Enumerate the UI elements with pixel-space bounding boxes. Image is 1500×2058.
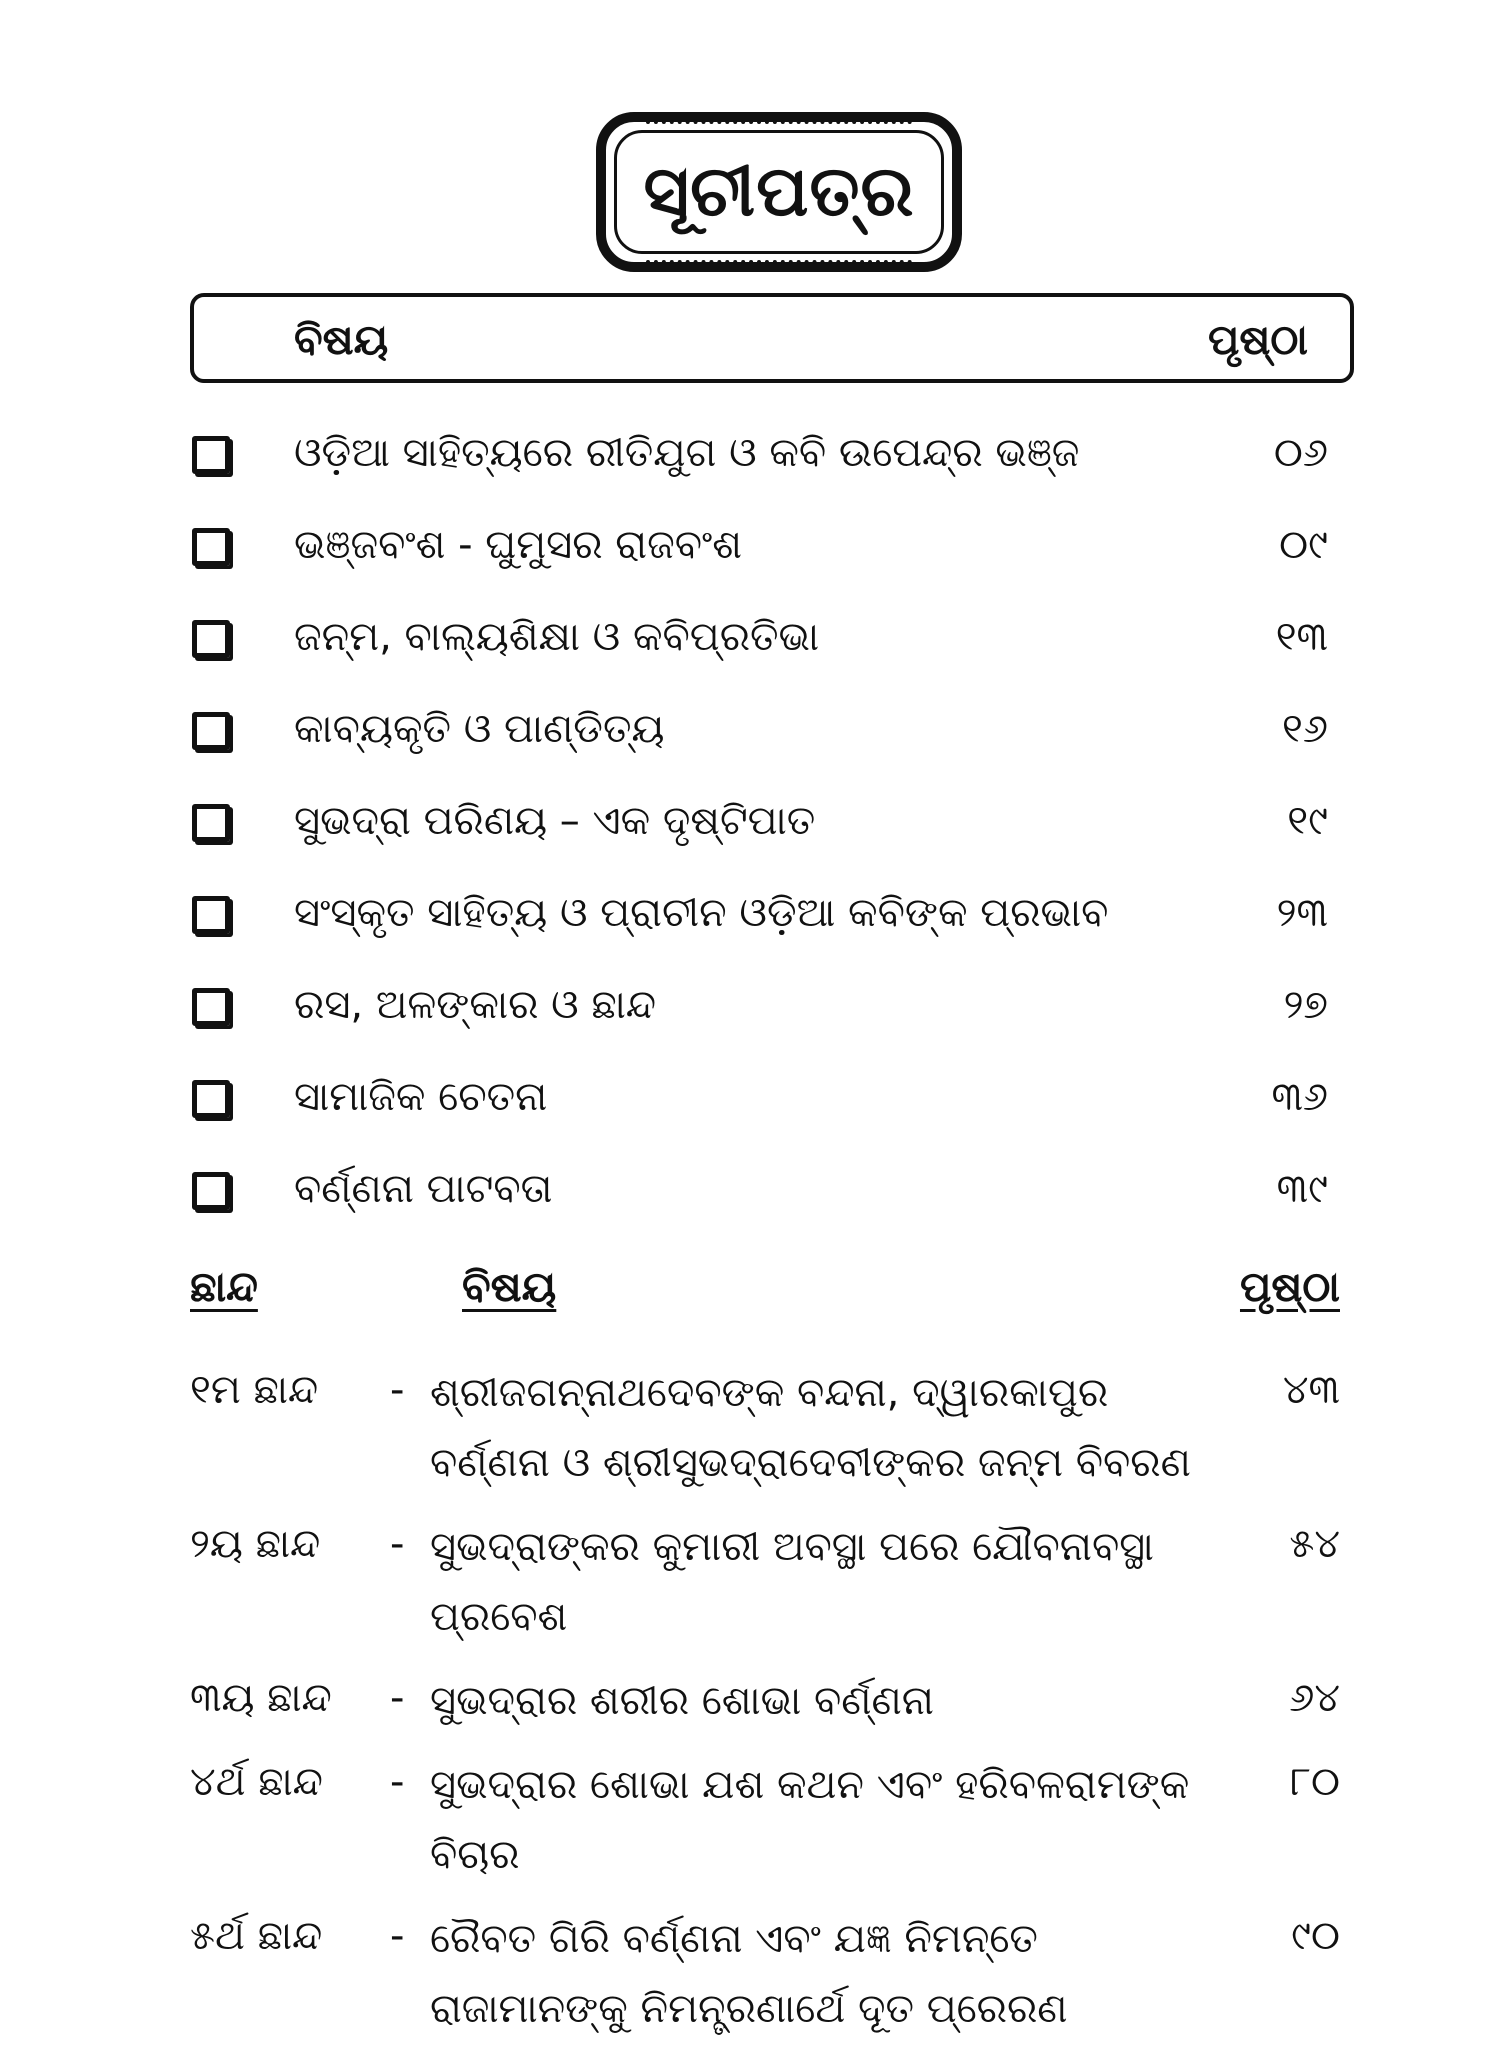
chhanda-dash: - <box>390 1367 405 1413</box>
chhanda-list <box>190 1358 1340 2058</box>
chhanda-description: ରୈବତ ଗିରି ବର୍ଣ୍ଣନା ଏବଂ ଯଜ୍ଞ ନିମନ୍ତେ ରାଜାମାନଙ୍କୁ ନିମନ୍ତ୍ରଣାର୍ଥେ ଦୂତ ପ୍ରେରଣ <box>430 1916 1068 2032</box>
toc-item-page: ୩୬ <box>1271 1074 1328 1120</box>
toc-list <box>190 428 1350 1256</box>
toc-item <box>190 888 1350 980</box>
checkbox-icon <box>192 712 230 750</box>
header-subject: ବିଷୟ <box>294 315 389 364</box>
toc-item <box>190 980 1350 1072</box>
checkbox-icon <box>192 620 230 658</box>
toc-item-label: ସୁଭଦ୍ରା ପରିଣୟ – ଏକ ଦୃଷ୍ଟିପାତ <box>294 798 816 844</box>
chhanda-page: ୯୦ <box>1291 1913 1340 1959</box>
title-plaque <box>596 112 962 272</box>
toc-item-page: ୧୬ <box>1282 706 1328 752</box>
toc-item-label: ଜନ୍ମ, ବାଲ୍ୟଶିକ୍ଷା ଓ କବିପ୍ରତିଭା <box>294 614 820 660</box>
chhanda-description: ସୁଭଦ୍ରାଙ୍କର କୁମାରୀ ଅବସ୍ଥା ପରେ ଯୌବନାବସ୍ଥା ପ୍ରବେଶ <box>430 1524 1154 1640</box>
toc-item-page: ୩୯ <box>1276 1166 1328 1212</box>
toc-item <box>190 704 1350 796</box>
toc-item <box>190 1072 1350 1164</box>
toc-item <box>190 1164 1350 1256</box>
toc-item-page: ୦୬ <box>1273 430 1328 476</box>
checkbox-icon <box>192 804 230 842</box>
title-plaque-dotted-border-bottom <box>646 260 912 264</box>
toc-item <box>190 796 1350 888</box>
chhanda-dash: - <box>390 1521 405 1567</box>
toc-item-label: ରସ, ଅଳଙ୍କାର ଓ ଛାନ୍ଦ <box>294 982 657 1028</box>
toc-item-page: ୧୯ <box>1287 798 1328 844</box>
chhanda-row <box>190 1512 1340 1652</box>
toc-item-page: ୦୯ <box>1279 522 1328 568</box>
checkbox-icon <box>192 1172 230 1210</box>
chhanda-page: ୬୪ <box>1289 1675 1340 1721</box>
toc-item-label: ଓଡ଼ିଆ ସାହିତ୍ୟରେ ରୀତିଯୁଗ ଓ କବି ଉପେନ୍ଦ୍ର ଭଞ୍ଜ <box>294 430 1080 476</box>
chhanda-dash: - <box>390 1913 405 1959</box>
toc-item-page: ୧୩ <box>1275 614 1328 660</box>
chhanda-number: ୫ର୍ଥ ଛାନ୍ଦ <box>190 1913 323 1959</box>
chhanda-page: ୫୪ <box>1289 1521 1340 1567</box>
chhanda-description: ଶ୍ରୀଜଗନ୍ନାଥଦେବଙ୍କ ବନ୍ଦନା, ଦ୍ୱାରକାପୁର ବର୍ଣ୍ଣନା ଓ ଶ୍ରୀସୁଭଦ୍ରାଦେବୀଙ୍କର ଜନ୍ମ ବିବରଣ <box>430 1370 1191 1486</box>
title-plaque-dotted-border-top <box>646 120 912 124</box>
checkbox-icon <box>192 528 230 566</box>
toc-header-bar <box>190 293 1354 383</box>
checkbox-icon <box>192 1080 230 1118</box>
chhanda-number: ୩ୟ ଛାନ୍ଦ <box>190 1675 332 1721</box>
chhanda-page: ୮୦ <box>1290 1759 1340 1805</box>
toc-item-label: ସଂସ୍କୃତ ସାହିତ୍ୟ ଓ ପ୍ରାଚୀନ ଓଡ଼ିଆ କବିଙ୍କ ପ୍ରଭାବ <box>294 890 1109 936</box>
chhanda-dash: - <box>390 1759 405 1805</box>
toc-item <box>190 612 1350 704</box>
chhanda-row <box>190 1666 1340 1736</box>
page-title: ସୂଚୀପତ୍ର <box>643 150 915 232</box>
toc-item-page: ୨୩ <box>1276 890 1328 936</box>
toc-item-label: କାବ୍ୟକୃତି ଓ ପାଣ୍ଡିତ୍ୟ <box>294 706 665 752</box>
chhanda-page: ୪୩ <box>1282 1367 1340 1413</box>
toc-item <box>190 428 1350 520</box>
toc-item-page: ୨୭ <box>1283 982 1328 1028</box>
header-page: ପୃଷ୍ଠା <box>1207 315 1308 364</box>
toc-item-label: ଭଞ୍ଜବଂଶ - ଘୁମୁସର ରାଜବଂଶ <box>294 522 743 568</box>
chhanda-table-header <box>190 1262 1340 1322</box>
chhanda-number: ୧ମ ଛାନ୍ଦ <box>190 1367 319 1413</box>
chhanda-row <box>190 1358 1340 1498</box>
chhanda-header-subject: ବିଷୟ <box>462 1262 557 1311</box>
chhanda-row <box>190 1904 1340 2044</box>
chhanda-dash: - <box>390 1675 405 1721</box>
checkbox-icon <box>192 896 230 934</box>
chhanda-description: ସୁଭଦ୍ରାର ଶୋଭା ଯଶ କଥନ ଏବଂ ହରିବଳରାମଙ୍କ ବିଚାର <box>430 1762 1190 1878</box>
toc-item <box>190 520 1350 612</box>
chhanda-row <box>190 1750 1340 1890</box>
chhanda-description: ସୁଭଦ୍ରାର ଶରୀର ଶୋଭା ବର୍ଣ୍ଣନା <box>430 1678 934 1724</box>
checkbox-icon <box>192 988 230 1026</box>
chhanda-number: ୪ର୍ଥ ଛାନ୍ଦ <box>190 1759 323 1805</box>
chhanda-number: ୨ୟ ଛାନ୍ଦ <box>190 1521 321 1567</box>
chhanda-header-chhanda: ଛାନ୍ଦ <box>190 1262 258 1311</box>
chhanda-header-page: ପୃଷ୍ଠା <box>1239 1262 1340 1311</box>
checkbox-icon <box>192 436 230 474</box>
toc-item-label: ସାମାଜିକ ଚେତନା <box>294 1074 548 1120</box>
toc-item-label: ବର୍ଣ୍ଣନା ପାଟବତା <box>294 1166 553 1212</box>
